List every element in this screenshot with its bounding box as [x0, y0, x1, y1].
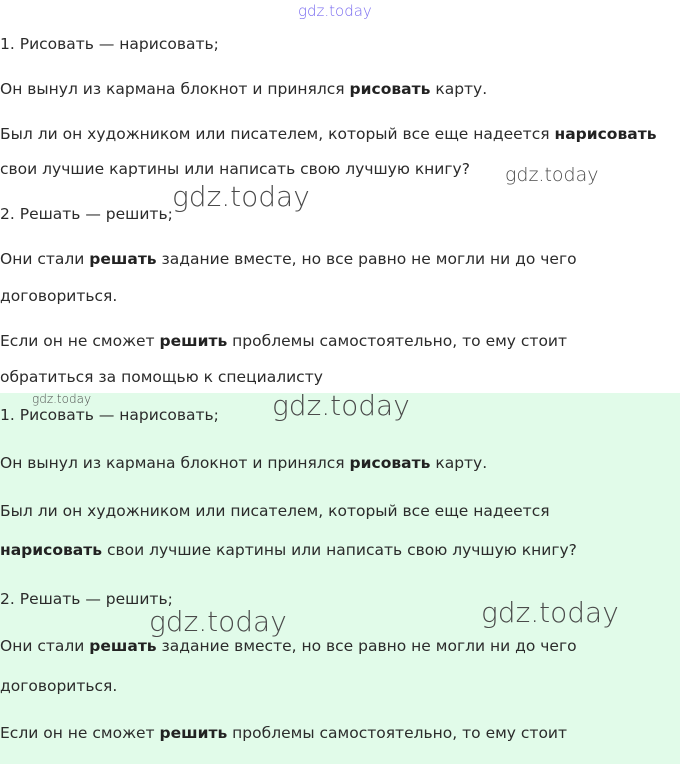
keyword-narisovat-repeat: нарисовать: [0, 541, 103, 559]
keyword-risovat-repeat: рисовать: [349, 454, 431, 472]
keyword-narisovat: нарисовать: [554, 125, 657, 143]
watermark-3: gdz.today: [32, 392, 92, 406]
sentence-3-continued: договориться.: [0, 287, 118, 305]
sentence-3: Они стали решать задание вместе, но все равно не могли ни до чего: [0, 250, 577, 268]
sentence-2: Был ли он художником или писателем, который все еще надеется нарисовать: [0, 125, 657, 143]
sentence-2-repeat: Был ли он художником или писателем, который все еще надеется: [0, 502, 550, 520]
item-1-title-repeat: 1. Рисовать — нарисовать;: [0, 406, 219, 424]
sentence-2-continued-repeat: нарисовать свои лучшие картины или написать свою лучшую книгу?: [0, 541, 577, 559]
keyword-reshit-repeat: решить: [159, 724, 228, 742]
answer-highlight-area: [0, 393, 680, 764]
item-1-title: 1. Рисовать — нарисовать;: [0, 35, 219, 53]
sentence-1: Он вынул из кармана блокнот и принялся рисовать карту.: [0, 80, 488, 98]
watermark-6: gdz.today: [149, 605, 287, 638]
item-2-title-repeat: 2. Решать — решить;: [0, 590, 173, 608]
keyword-reshat: решать: [89, 250, 157, 268]
keyword-risovat: рисовать: [349, 80, 431, 98]
keyword-reshit: решить: [159, 332, 228, 350]
watermark-5: gdz.today: [481, 596, 619, 629]
sentence-3-continued-repeat: договориться.: [0, 677, 118, 695]
watermark-1: gdz.today: [505, 164, 599, 186]
sentence-3-repeat: Они стали решать задание вместе, но все равно не могли ни до чего: [0, 637, 577, 655]
sentence-1-repeat: Он вынул из кармана блокнот и принялся рисовать карту.: [0, 454, 488, 472]
keyword-reshat-repeat: решать: [89, 637, 157, 655]
sentence-4: Если он не сможет решить проблемы самостоятельно, то ему стоит: [0, 332, 568, 350]
watermark-top: gdz.today: [298, 2, 372, 20]
sentence-2-continued: свои лучшие картины или написать свою лучшую книгу?: [0, 160, 470, 178]
sentence-4-continued: обратиться за помощью к специалисту: [0, 368, 323, 386]
watermark-2: gdz.today: [172, 180, 310, 213]
item-2-title: 2. Решать — решить;: [0, 205, 173, 223]
watermark-4: gdz.today: [272, 389, 410, 422]
sentence-4-repeat: Если он не сможет решить проблемы самостоятельно, то ему стоит: [0, 724, 568, 742]
